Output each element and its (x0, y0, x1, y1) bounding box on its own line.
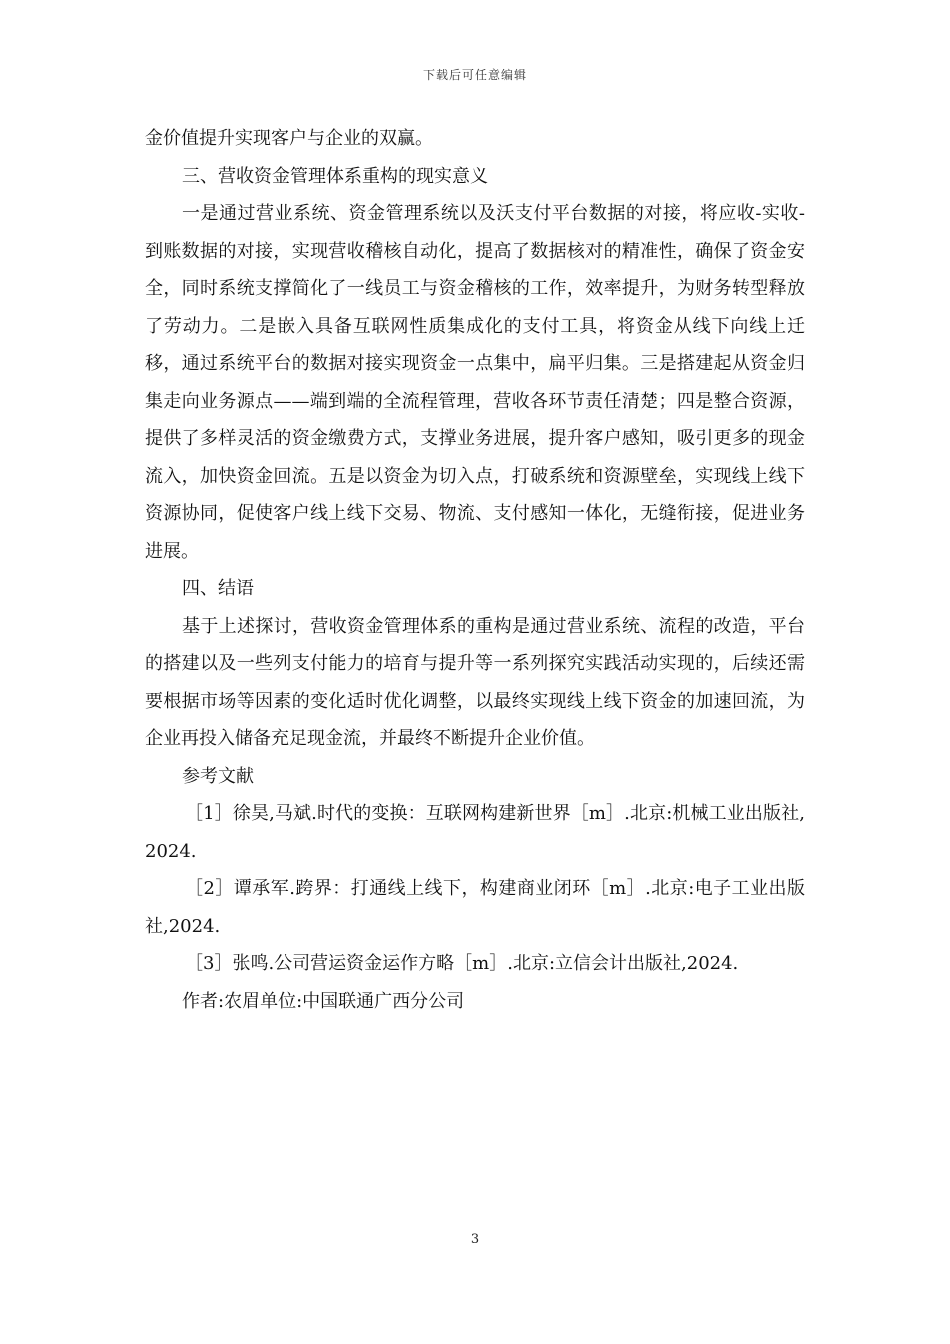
page-number: 3 (470, 1232, 480, 1247)
reference-item-1: ［1］徐昊,马斌.时代的变换：互联网构建新世界［m］.北京:机械工业出版社,2024. (145, 803, 805, 862)
reference-item-2: ［2］谭承军.跨界：打通线上线下，构建商业闭环［m］.北京:电子工业出版社,2024. (145, 878, 805, 937)
section-4-paragraph: 基于上述探讨，营收资金管理体系的重构是通过营业系统、流程的改造，平台的搭建以及一些列支付能力的培育与提升等一系列探究实践活动实现的，后续还需要根据市场等因素的变化适时优化调整，以最终实现线上线下资金的加速回流，为企业再投入储备充足现金流，并最终不断提升企业价值。 (145, 615, 805, 749)
author-line: 作者:农眉单位:中国联通广西分公司 (182, 990, 465, 1012)
section-3-heading: 三、营收资金管理体系重构的现实意义 (182, 165, 488, 187)
section-3-paragraph: 一是通过营业系统、资金管理系统以及沃支付平台数据的对接，将应收-实收-到账数据的对接，实现营收稽核自动化，提高了数据核对的精准性，确保了资金安全，同时系统支撑简化了一线员工与资金稽核的工作，效率提升，为财务转型释放了劳动力。二是嵌入具备互联网性质集成化的支付工具，将资金从线下向线上迁移，通过系统平台的数据对接实现资金一点集中，扁平归集。三是搭建起从资金归集走向业务源点——端到端的全流程管理，营收各环节责任清楚；四是整合资源，提供了多样灵活的资金缴费方式，支撑业务进展，提升客户感知，吸引更多的现金流入，加快资金回流。五是以资金为切入点，打破系统和资源壁垒，实现线上线下资源协同，促使客户线上线下交易、物流、支付感知一体化，无缝衔接，促进业务进展。 (145, 203, 805, 562)
continuation-paragraph: 金价值提升实现客户与企业的双赢。 (145, 128, 433, 149)
reference-item-3: ［3］张鸣.公司营运资金运作方略［m］.北京:立信会计出版社,2024. (185, 953, 739, 974)
references-heading: 参考文献 (182, 765, 254, 787)
page-header: 下载后可任意编辑 (422, 68, 527, 82)
document-body (145, 120, 805, 1020)
section-4-heading: 四、结语 (182, 578, 254, 599)
